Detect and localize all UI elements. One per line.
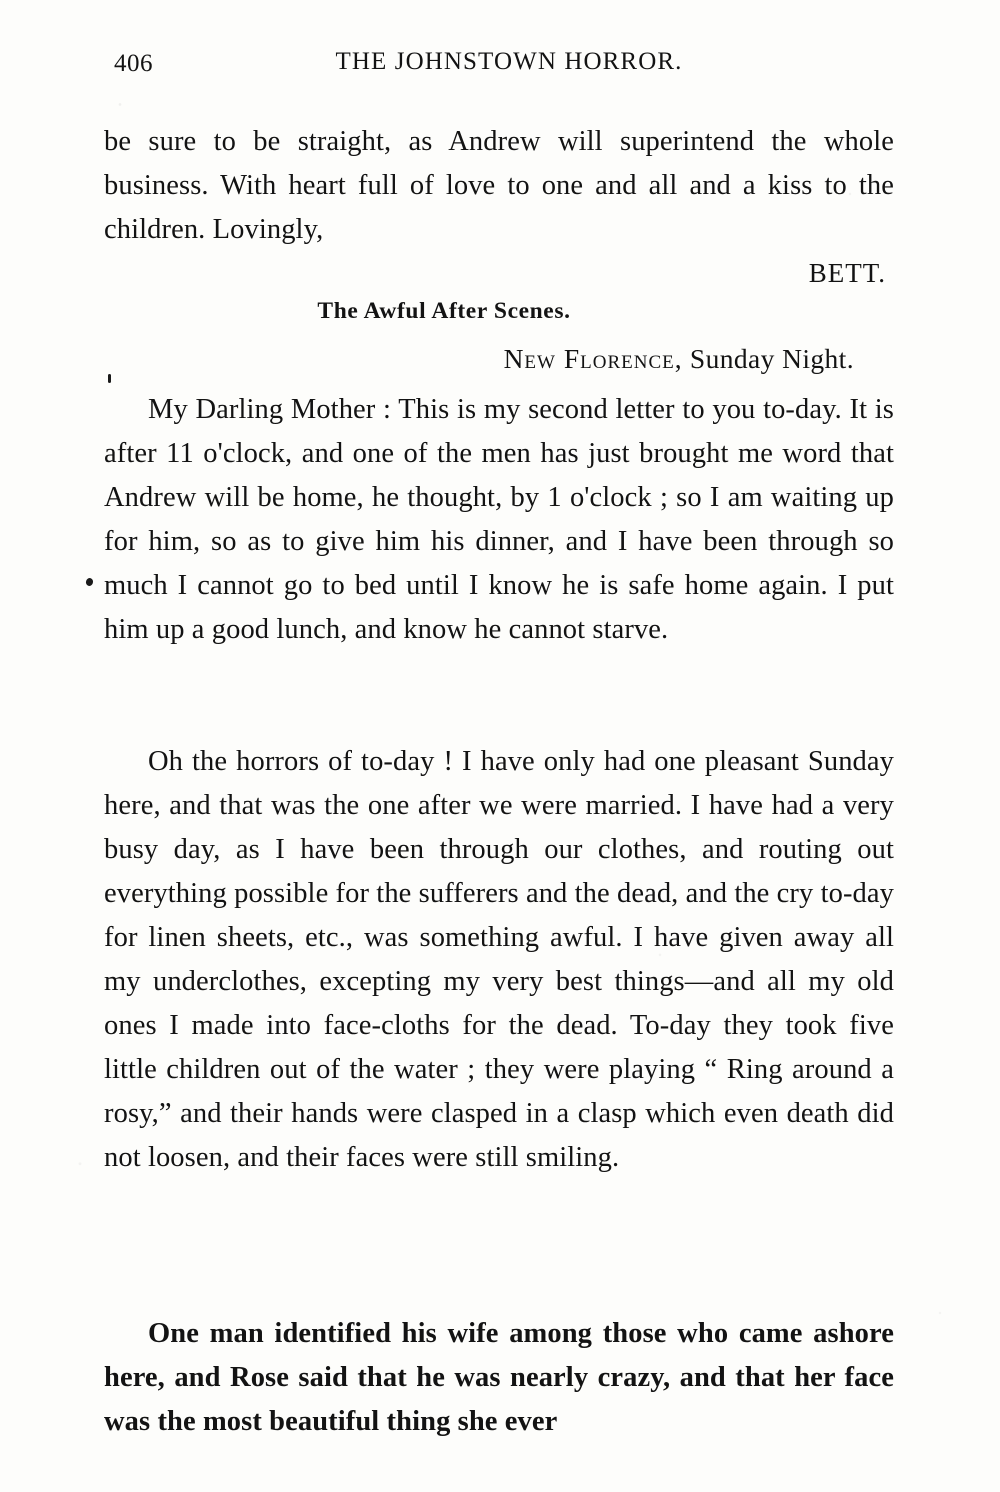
continued-paragraph-block: [104, 120, 894, 252]
dateline-time: Sunday Night.: [682, 343, 854, 374]
page-number: 406: [114, 50, 153, 77]
margin-ink-dot: [85, 577, 94, 587]
paragraph-block-1: [104, 388, 894, 652]
dateline-place: New Florence,: [503, 343, 683, 374]
paragraph: [104, 388, 894, 652]
running-head-title: THE JOHNSTOWN HORROR.: [335, 48, 683, 75]
section-subheading: The Awful After Scenes.: [317, 298, 571, 324]
paragraph-continued: be sure to be straight, as Andrew will superintend the whole business. With heart full of love to one and all and a kiss to the children. Lovingly,: [104, 126, 894, 245]
paragraph-text: One man identified his wife among those who came ashore here, and Rose said that he was nearly crazy, and that her face was the most beautiful thing she ever: [104, 1318, 894, 1437]
paragraph: [104, 740, 894, 1180]
letter-signature: BETT.: [808, 258, 886, 288]
paragraph-block-2: [104, 740, 894, 1180]
paragraph-text: My Darling Mother : This is my second letter to you to-day. It is after 11 o'clock, and one of the men has just brought me word that Andrew will be home, he thought, by 1 o'clock ; so I am waiting up for him, so as to give him his dinner, and I have been through so much I cannot go to bed until I know he is safe home again. I put him up a good lunch, and know he cannot starve.: [104, 394, 894, 645]
page-content: [104, 0, 894, 1492]
paragraph-text: Oh the horrors of to-day ! I have only had one pleasant Sunday here, and that was the one after we were married. I have had a very busy day, as I have been through our clothes, and routing out everything possible for the sufferers and the dead, and the cry to-day for linen sheets, etc., was something awful. I have given away all my underclothes, excepting my very best things—and all my old ones I made into face-cloths for the dead. To-day they took five little children out of the water ; they were playing “ Ring around a rosy,” and their hands were clasped in a clasp which even death did not loosen, and their faces were still smiling.: [104, 746, 894, 1173]
page-header: [104, 48, 894, 82]
letter-dateline: [104, 343, 894, 375]
paragraph: [104, 1312, 894, 1444]
margin-tick-mark: [108, 374, 111, 383]
paragraph-block-3: [104, 1312, 894, 1444]
